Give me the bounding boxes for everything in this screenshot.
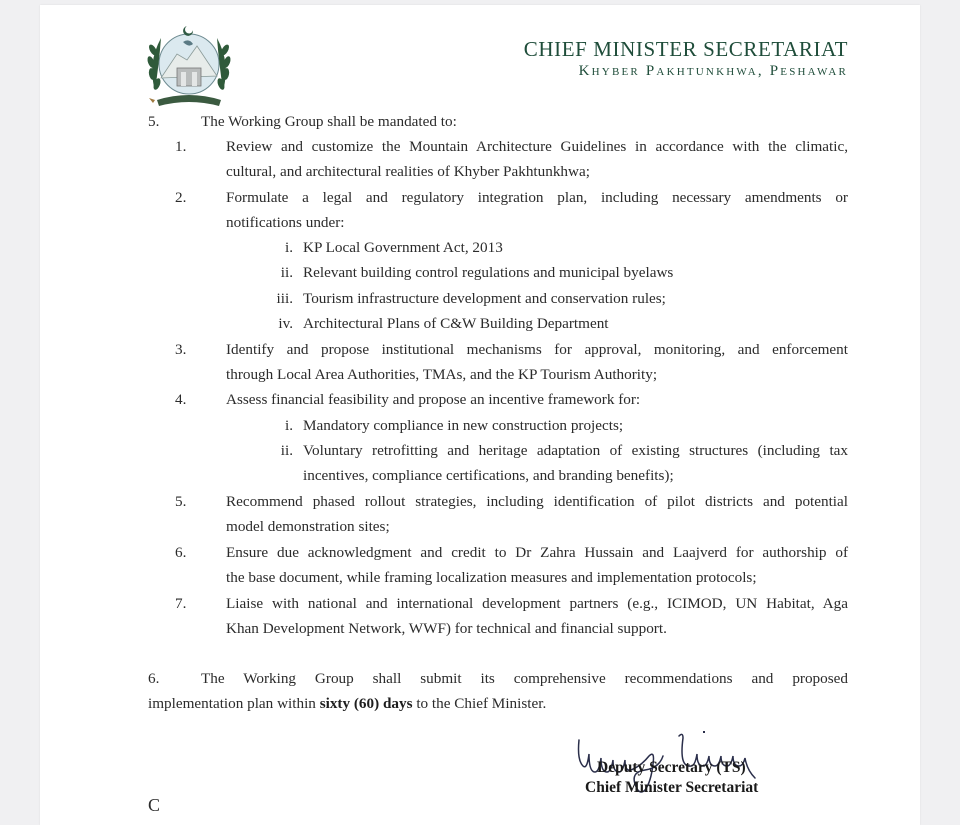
signatory-designation: Deputy Secretary (TS): [597, 759, 746, 776]
item-2-line-1: Formulate a legal and regulatory integration plan, including necessary amendments or: [226, 189, 848, 206]
item-number: 4.: [175, 391, 187, 408]
deadline-bold: sixty (60) days: [319, 695, 413, 712]
para5-intro: The Working Group shall be mandated to:: [201, 113, 457, 130]
item-6-line-2: the base document, while framing localization measures and implementation protocols;: [226, 569, 757, 586]
item-3-line-1: Identify and propose institutional mechanisms for approval, monitoring, and enforcement: [226, 341, 848, 358]
item-number: 2.: [175, 189, 187, 206]
subitem-number: i.: [284, 417, 293, 434]
partial-footer-text: C: [148, 795, 161, 815]
item-2-line-2: notifications under:: [226, 214, 345, 231]
item-7-line-2: Khan Development Network, WWF) for technical and financial support.: [226, 620, 667, 637]
item-4-line-1: Assess financial feasibility and propose an incentive framework for:: [226, 391, 641, 408]
item-5-line-1: Recommend phased rollout strategies, including identification of pilot districts and potential: [226, 493, 848, 510]
subitem-number: ii.: [280, 264, 293, 281]
subitem-text: Mandatory compliance in new construction projects;: [303, 417, 624, 434]
item-5-line-2: model demonstration sites;: [226, 518, 390, 535]
para6-line-1: The Working Group shall submit its comprehensive recommendations and proposed: [201, 670, 848, 687]
item-number: 3.: [175, 341, 187, 358]
item-number: 5.: [175, 493, 187, 510]
kp-government-emblem-icon: [143, 20, 235, 110]
subitem-text: Tourism infrastructure development and conservation rules;: [303, 290, 666, 307]
para6-text-end: to the Chief Minister.: [412, 695, 547, 712]
header-title: CHIEF MINISTER SECRETARIAT: [523, 37, 848, 61]
item-1-line-1: Review and customize the Mountain Architecture Guidelines in accordance with the climatic,: [226, 138, 848, 155]
signatory-office: Chief Minister Secretariat: [585, 779, 759, 796]
subitem-number: ii.: [280, 442, 293, 459]
item-7-line-1: Liaise with national and international development partners (e.g., ICIMOD, UN Habitat, Aga: [226, 595, 848, 612]
subitem-text: Voluntary retrofitting and heritage adaptation of existing structures (including tax: [303, 442, 848, 459]
item-3-line-2: through Local Area Authorities, TMAs, and the KP Tourism Authority;: [226, 366, 658, 383]
item-number: 7.: [175, 595, 187, 612]
para6-line-2: [148, 694, 546, 714]
subitem-text-cont: incentives, compliance certifications, and branding benefits);: [303, 467, 674, 484]
item-6-line-1: Ensure due acknowledgment and credit to Dr Zahra Hussain and Laajverd for authorship of: [226, 544, 848, 561]
para6-number: 6.: [148, 670, 160, 687]
subitem-number: i.: [284, 239, 293, 256]
item-number: 1.: [175, 138, 187, 155]
subitem-text: KP Local Government Act, 2013: [303, 239, 503, 256]
para6-text: implementation plan within: [148, 695, 320, 712]
subitem-number: iv.: [278, 315, 293, 332]
subitem-number: iii.: [276, 290, 293, 307]
item-number: 6.: [175, 544, 187, 561]
item-1-line-2: cultural, and architectural realities of Khyber Pakhtunkhwa;: [226, 163, 590, 180]
subitem-text: Architectural Plans of C&W Building Department: [303, 315, 609, 332]
para5-number: 5.: [148, 113, 160, 130]
header-subtitle: Khyber Pakhtunkhwa, Peshawar: [578, 63, 848, 79]
subitem-text: Relevant building control regulations and municipal byelaws: [303, 264, 674, 281]
